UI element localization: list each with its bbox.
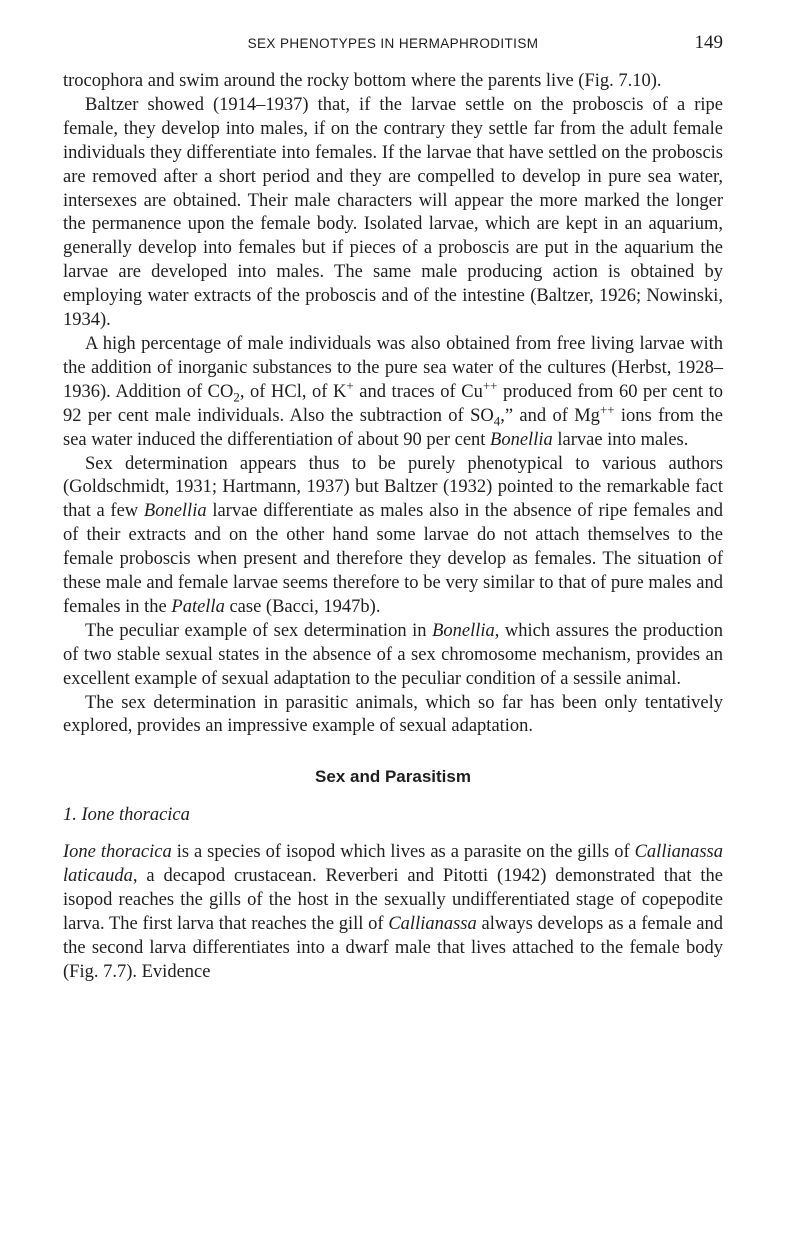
text-run: larvae differentiate as males also in the absence of ripe females and of their extracts and on the other hand some larvae do not attach themselves to the female proboscis when present and therefore they develop as females. The situation of these male and female larvae seems therefore to be very similar to that of pure males and females in the: [63, 501, 723, 617]
running-head: [63, 0, 723, 70]
subsection-heading: 1. Ione thoracica: [63, 805, 190, 826]
paragraph: [63, 333, 723, 453]
paragraph: [63, 841, 723, 984]
text-run: ,” and of Mg: [500, 405, 600, 426]
italic-term: Callianassa: [388, 914, 477, 934]
italic-term: Bonellia: [432, 620, 495, 641]
text-run: is a species of isopod which lives as a parasite on the gills of: [171, 842, 635, 863]
text-run: Baltzer showed (1914–1937) that, if the larvae settle on the proboscis of a ripe female, they develop into males, if on the contrary they settle far from the adult female individuals they differentiate into females. If the larvae that have settled on the proboscis are removed after a short period and they are compelled to develop in pure sea water, intersexes are obtained. Their male characters will appear the more marked the longer the permanence upon the female body. Isolated larvae, which are kept in an aquarium, generally develop into females but if pieces of a proboscis are put in the aquarium the larvae are developed into males. The same male producing action is obtained by employing water extracts of the proboscis and of the intestine (Baltzer, 1926; Nowinski, 1934).: [63, 94, 723, 331]
paragraph: [63, 453, 723, 620]
text-run: always develops as a female and the second larva differentiates into a dwarf male that lives attached to the female body (Fig. 7.7). Evidence: [63, 914, 723, 982]
running-title: SEX PHENOTYPES IN HERMAPHRODITISM: [247, 36, 539, 51]
italic-term: Bonellia: [143, 501, 207, 522]
book-page: [63, 0, 723, 985]
text-run: The peculiar example of sex determination in: [85, 620, 433, 641]
section-heading: Sex and Parasitism: [315, 767, 471, 787]
text-run: trocophora and swim around the rocky bottom where the parents live (Fig. 7.10).: [63, 71, 662, 91]
italic-term: Bonellia: [490, 429, 553, 450]
page-number: 149: [694, 32, 723, 53]
text-run: Sex determination appears thus to be purely phenotypical to various authors (Goldschmidt, 1931; Hartmann, 1937) but Baltzer (1932) pointed to the remarkable fact that a few: [63, 453, 723, 522]
paragraph: [63, 70, 723, 94]
superscript: +: [346, 377, 354, 393]
text-run: and traces of Cu: [353, 381, 483, 402]
text-run: The sex determination in parasitic animals, which so far has been only tentatively explored, provides an impressive example of sexual adaptation.: [63, 692, 723, 737]
text-run: A high percentage of male individuals was also obtained from free living larvae with the addition of inorganic substances to the pure sea water of the cultures (Herbst, 1928–1936). Addition of CO: [63, 333, 723, 402]
paragraph: [63, 692, 723, 740]
superscript: ++: [599, 401, 615, 417]
italic-term: Ione thoracica: [63, 842, 172, 863]
italic-term: Patella: [171, 596, 225, 617]
paragraph: [63, 620, 723, 692]
subscript: 4: [493, 413, 501, 429]
text-run: case (Bacci, 1947b).: [224, 596, 381, 617]
text-run: , a decapod crustacean. Reverberi and Pitotti (1942) demonstrated that the isopod reaches the gills of the host in the sexually undifferentiated stage of copepodite larva. The first larva that reaches the gill of: [63, 866, 723, 934]
text-run: larvae into males.: [552, 429, 689, 450]
paragraph: [63, 94, 723, 333]
superscript: ++: [482, 377, 498, 393]
subscript: 2: [233, 389, 240, 405]
text-run: ions from the sea water induced the differentiation of about 90 per cent: [63, 405, 723, 450]
italic-term: Callianassa laticauda: [63, 842, 724, 887]
body-text: [63, 70, 723, 985]
text-run: , which assures the production of two stable sexual states in the absence of a sex chromosome mechanism, provides an excellent example of sexual adaptation to the peculiar condition of a sessile animal.: [63, 620, 723, 689]
text-run: produced from 60 per cent to 92 per cent male individuals. Also the subtraction of SO: [63, 381, 723, 426]
text-run: , of HCl, of K: [239, 381, 347, 402]
